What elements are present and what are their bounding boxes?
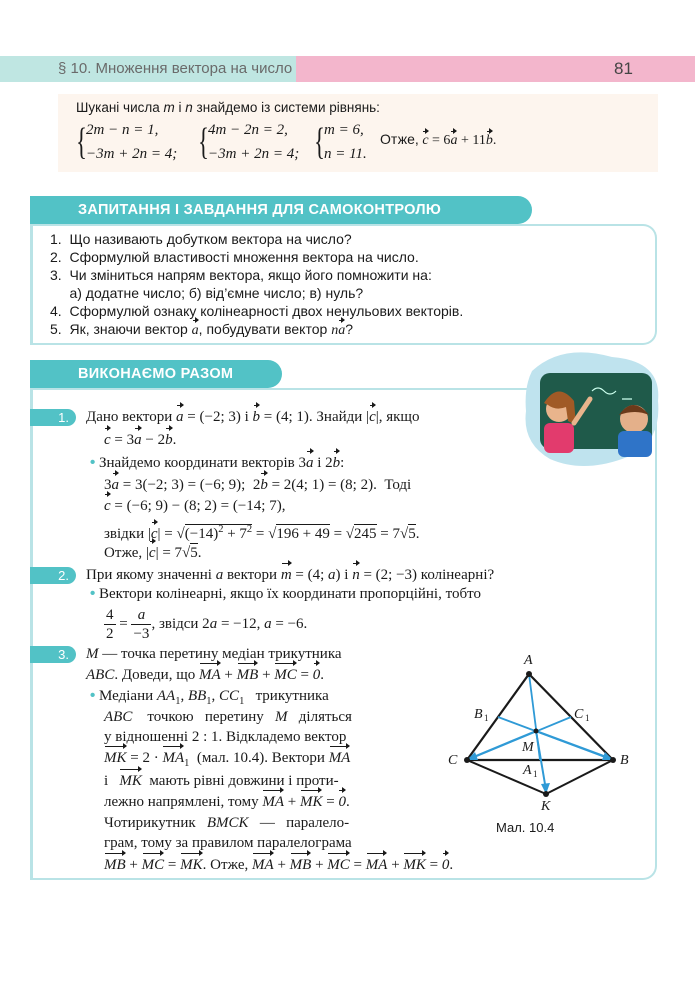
task-2-line-2: • Вектори колінеарні, якщо їх координати пропорційні, тобто — [90, 585, 481, 602]
task-3-line-2: ABC. Доведи, що MA + MB + MC = 0. — [86, 667, 324, 683]
task-3-line-8a: Чотирикутник BMCK — паралело- — [104, 815, 350, 831]
task-3-line-7b: лежно напрямлені, тому MA + MK = 0. — [104, 794, 350, 810]
task-2-badge: 2. — [30, 567, 76, 584]
equation-system-1: { 2m − n = 1, −3m + 2n = 4; — [76, 121, 178, 163]
task-3-line-3: • Медіани $AA_1$, $BB_1$, $CC_1$ трикутника — [90, 687, 329, 707]
header-right-band — [296, 56, 695, 82]
task-1-badge: 1. — [30, 409, 76, 426]
task-3-line-4: ABC точкою перетину M діляться — [104, 709, 352, 725]
label-c: C — [448, 753, 458, 768]
point-a — [526, 671, 532, 677]
task-1-line-2: c = 3a − 2b. — [104, 432, 177, 448]
list-item: 1. Що називають добутком вектора на число? — [50, 231, 352, 247]
self-control-list — [50, 230, 463, 340]
list-item: а) додатне число; б) від’ємне число; в) нуль? — [50, 285, 364, 301]
label-c1-sub: 1 — [585, 713, 590, 723]
list-item: 2. Сформулюй властивості множення вектора на число. — [50, 249, 419, 265]
task-3-badge: 3. — [30, 646, 76, 663]
solution-conclusion: Отже, c = 6a + 11b. — [380, 131, 497, 148]
segment-bk — [546, 760, 613, 794]
task-1-line-3: • Знайдемо координати векторів 3a і 2b: — [90, 454, 345, 471]
list-item: 3. Чи зміниться напрям вектора, якщо його помножити на: — [50, 267, 432, 283]
figure-caption: Мал. 10.4 — [496, 820, 555, 835]
task-3-line-9: MB + MC = MK. Отже, MA + MB + MC = MA + MK = 0. — [104, 857, 454, 873]
label-c1: C — [574, 707, 584, 722]
label-b1: B — [474, 707, 483, 722]
label-a1: A — [523, 763, 532, 778]
page-header — [0, 56, 695, 82]
self-control-banner: ЗАПИТАННЯ І ЗАВДАННЯ ДЛЯ САМОКОНТРОЛЮ — [30, 196, 532, 224]
point-b — [610, 757, 616, 763]
task-2-line-3: $\frac{4}{2}$ = $\frac{a}{-3}$ , звідси 2a = −12, a = −6. — [106, 607, 308, 642]
task-3-line-6: MK = $2 \cdot MA_1$ (мал. 10.4). Вектори MA — [104, 750, 351, 769]
label-b: B — [620, 753, 629, 768]
triangle-abc — [467, 674, 613, 760]
equation-system-2: { 4m − 2n = 2, −3m + 2n = 4; — [198, 121, 300, 163]
label-k: K — [541, 799, 551, 814]
triangle-figure — [440, 648, 640, 816]
point-k — [543, 791, 549, 797]
point-c — [464, 757, 470, 763]
task-3-line-7a: і MK мають рівні довжини і проти- — [104, 773, 339, 789]
label-a: A — [524, 653, 533, 668]
list-item: 4. Сформулюй ознаку колінеарності двох ненульових векторів. — [50, 303, 464, 319]
label-m: M — [522, 740, 534, 755]
equation-system-3: { m = 6, n = 11. — [314, 121, 367, 163]
section-title: § 10. Множення вектора на число — [58, 60, 293, 77]
task-1-line-5: c = (−6; 9) − (8; 2) = (−14; 7), — [104, 498, 286, 514]
task-1-line-7: Отже, |c| = 7√5. — [104, 545, 202, 561]
solution-intro: Шукані числа m і n знайдемо із системи рівнянь: — [76, 100, 380, 115]
point-m — [534, 729, 539, 734]
label-b1-sub: 1 — [484, 713, 489, 723]
solution-box — [58, 94, 658, 172]
task-2-line-1: При якому значенні a вектори m = (4; a) і n = (2; −3) колінеарні? — [86, 567, 495, 583]
label-a1-sub: 1 — [533, 769, 538, 779]
task-3-line-8b: грам, тому за правилом паралелограма — [104, 835, 352, 851]
task-3-line-5: у відношенні 2 : 1. Відкладемо вектор — [104, 729, 347, 745]
task-1-line-4: 3a = 3(−2; 3) = (−6; 9); 2b = 2(4; 1) = (8; 2). Тоді — [104, 477, 412, 493]
task-1-line-6: звідки $|c| = √(-14)^2 + 7^2 = √196 + 49 = √245 = 7√5$. — [104, 524, 420, 542]
page-number: 81 — [614, 59, 633, 78]
task-3-line-1: M — точка перетину медіан трикутника — [86, 646, 342, 662]
task-1-line-1: Дано вектори a = (−2; 3) і b = (4; 1). Знайди |c|, якщо — [86, 409, 420, 425]
list-item: 5. Як, знаючи вектор a, побудувати вектор na? — [50, 321, 353, 338]
students-photo — [522, 351, 662, 469]
together-banner: ВИКОНАЄМО РАЗОМ — [30, 360, 282, 388]
